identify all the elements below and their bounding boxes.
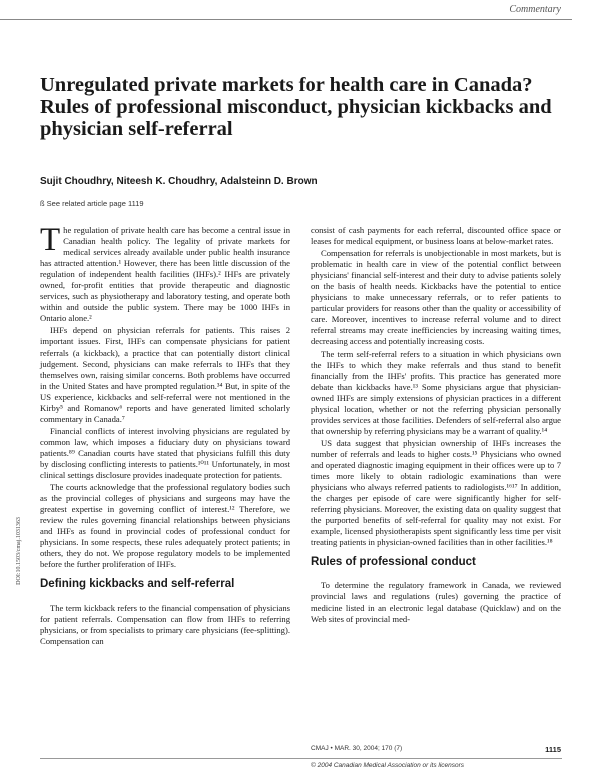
paragraph: IHFs depend on physician referrals for patients. This raises 2 important issues. First, IHFs can compensate physicians for patient referrals (a kickback), a practice that can potentially distort clinical judgement. Second, physicians can make referrals to IHFs that they themselves own, raising similar concerns. Both problems have occurred in the United States and have prompted regulation.³⁴ But, in spite of the US experience, kickbacks and self-referral were not mentioned in the Kirby⁵ and Romanow⁶ reports and have generated limited scholarly commentary in Canada.⁷: [40, 325, 290, 424]
paragraph-text: he regulation of private health care has become a central issue in Canadian health policy. The legality of private markets for medical services already available under public health insurance has attracted attention.¹ However, there has been little discussion of the regulation of independent health facilities (IHFs).² IHFs are privately owned, for-profit entities that provide therapeutic and diagnostic services, such as physiotherapy and laboratory testing, and operate both within and outside the public system. There may be 1000 IHFs in Ontario alone.²: [40, 225, 290, 324]
paragraph: consist of cash payments for each referral, discounted office space or leases for medical equipment, or business loans at below-market rates.: [311, 225, 561, 247]
section-heading: Defining kickbacks and self-referral: [40, 578, 235, 591]
paragraph: Compensation for referrals is unobjectionable in most markets, but is problematic in health care in view of the potential conflict between physicians' financial self-interest and their duty to advise patients solely on the basis of health needs. Kickbacks have the potential to entice physicians to make unnecessary referrals, or to refer patients to particular providers for reasons other than the quality or accessibility of care. Moreover, incentives to increase referral volume and to direct referral streams may create inefficiencies by increasing waiting times, decreasing access and potentially increasing costs.: [311, 248, 561, 347]
top-rule: [0, 19, 572, 20]
footer-journal-citation: CMAJ • MAR. 30, 2004; 170 (7): [311, 745, 403, 752]
footer-copyright: © 2004 Canadian Medical Association or its licensors: [311, 762, 465, 769]
paragraph: The courts acknowledge that the professional regulatory bodies such as the provincial colleges of physicians and surgeons may have the greatest expertise in governing conflict of interest.¹² Therefore, we review the rules governing financial relationships between physicians and IHFs as found in provincial codes of professional conduct for physicians. In some respects, these rules adequately protect patients; in others, they do not. We propose regulatory models to be implemented before the further proliferation of IHFs.: [40, 482, 290, 570]
author-list: Sujit Choudhry, Niteesh K. Choudhry, Adalsteinn D. Brown: [40, 176, 318, 187]
doi-label: DOI:10.1503/cmaj.1031363: [16, 517, 22, 585]
see-related-link[interactable]: ß See related article page 1119: [40, 199, 144, 208]
right-column: [311, 225, 561, 626]
paragraph: The term self-referral refers to a situation in which physicians own the IHFs to which they make referrals and thus stand to benefit financially from the IHFs' profits. This practice has generated more debate than kickbacks have.¹³ Some physicians argue that physician-owned IHFs are simply extensions of physician practices in a different physical location, whether or not the referring physician personally provides services at those facilities. Defenders of self-referral also argue that ownership by referring physicians may be a warrant of quality.¹⁴: [311, 348, 561, 436]
left-column: [40, 222, 290, 648]
paragraph: [40, 222, 290, 324]
drop-cap: T: [40, 222, 61, 258]
section-label: Commentary: [509, 4, 561, 15]
paragraph: The term kickback refers to the financial compensation of physicians for patient referrals. Compensation can flow from IHFs to referring physicians, or from specialists to primary care physicians (fee-splitting). Compensation can: [40, 602, 290, 646]
footer-page-number: 1115: [545, 745, 561, 754]
paragraph: US data suggest that physician ownership of IHFs increases the number of referrals and leads to higher costs.¹⁵ Physicians who owned and operated diagnostic imaging equipment in their offices were up to 7 times more likely to obtain radiologic examinations than were physicians who always referred patients to radiologists.¹⁶¹⁷ In addition, the charges per episode of care were significantly higher for self-referring physicians. Moreover, the existing data on quality suggest that the purported benefits of self-referral for quality may not exist. For example, licensed physiotherapists spent significantly less time per visit treating patients in physician-owned facilities than in other facilities.¹⁸: [311, 437, 561, 548]
section-heading: Rules of professional conduct: [311, 556, 476, 569]
paragraph: To determine the regulatory framework in Canada, we reviewed provincial laws and regulations (rules) governing the practice of medicine listed in an electronic legal database (Quicklaw) and on the Web sites of provincial med-: [311, 580, 561, 624]
article-title: Unregulated private markets for health care in Canada? Rules of professional misconduct, physician kickbacks and physician self-referral: [40, 74, 552, 140]
paragraph: Financial conflicts of interest involving physicians are regulated by common law, which imposes a fiduciary duty on physicians toward patients.⁸⁹ Canadian courts have stated that physicians fulfill this duty by disclosing conflicting interests to patients.¹⁰¹¹ Unfortunately, in most clinical settings disclosure provides inadequate protection for patients.: [40, 425, 290, 481]
bottom-rule: [40, 758, 562, 759]
